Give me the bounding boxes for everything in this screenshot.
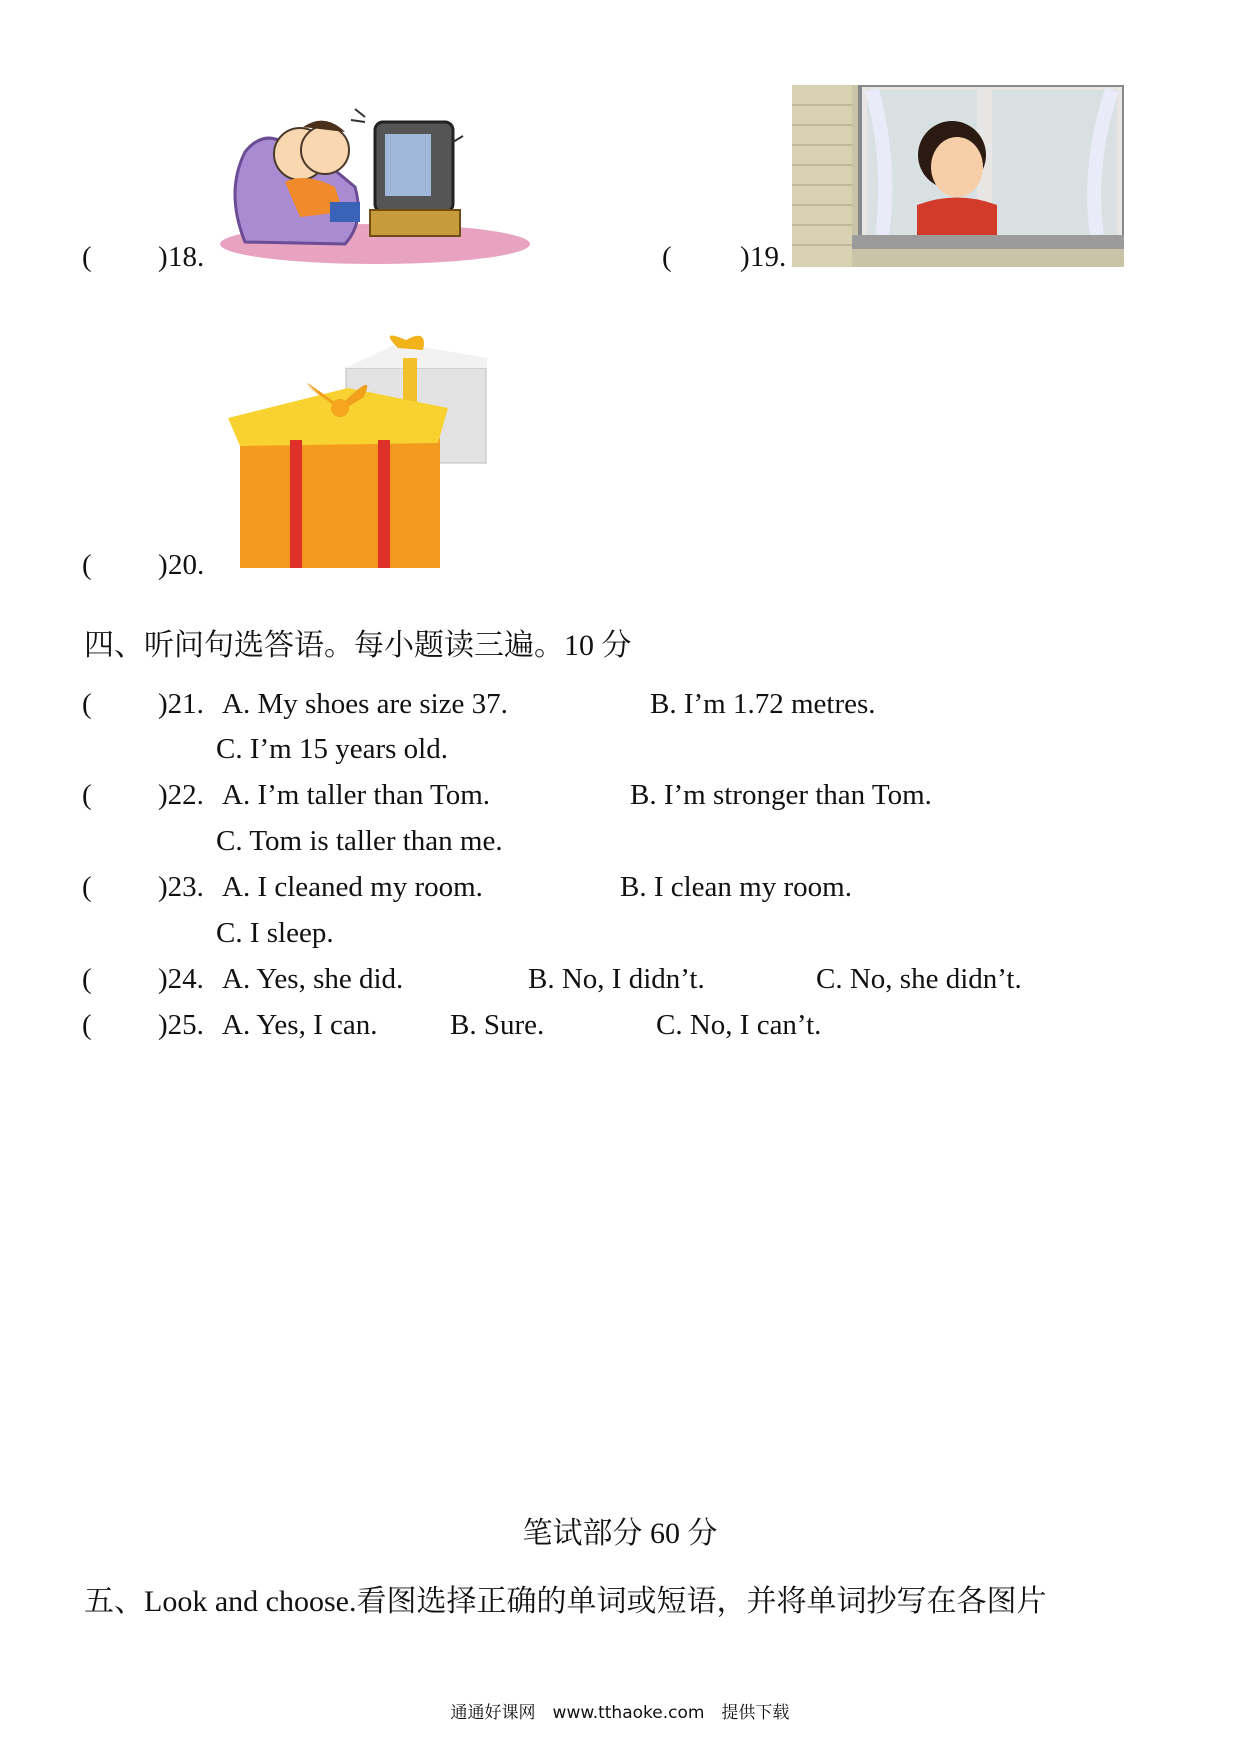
section5-heading: 五、Look and choose.看图选择正确的单词或短语，并将单词抄写在各图片 [84, 1585, 1047, 1618]
question-23-number: )23. [158, 871, 204, 903]
question-22-option-a: A. I’m taller than Tom. [222, 779, 491, 811]
question-number-18: 18. [168, 241, 205, 273]
question-21-option-c: C. I’m 15 years old. [216, 733, 448, 765]
question-25-option-b: B. Sure. [450, 1009, 545, 1041]
girl-at-window-image [792, 85, 1124, 267]
question-24-option-c: C. No, she didn’t. [816, 963, 1022, 995]
answer-paren-20: ( [82, 549, 92, 581]
footer-source: 通通好课网 www.tthaoke.com 提供下载 [450, 1703, 790, 1723]
question-23-option-b: B. I clean my room. [620, 871, 852, 903]
girl-watching-tv-image [215, 92, 535, 270]
question-23-option-c: C. I sleep. [216, 917, 334, 949]
question-25-option-c: C. No, I can’t. [656, 1009, 822, 1041]
question-24-option-a: A. Yes, she did. [222, 963, 404, 995]
question-25-number: )25. [158, 1009, 204, 1041]
answer-paren-close-18: ) [158, 241, 168, 273]
question-21-option-a: )21. [158, 688, 204, 720]
answer-paren-22: ( [82, 779, 92, 811]
answer-paren-close-19: ) [740, 241, 750, 273]
gift-boxes-image [228, 328, 493, 576]
answer-paren-24: ( [82, 963, 92, 995]
question-24-number: )24. [158, 963, 204, 995]
answer-paren-21: ( [82, 688, 92, 720]
question-22-number: )22. [158, 779, 204, 811]
answer-paren-25: ( [82, 1009, 92, 1041]
question-number-20: 20. [168, 549, 205, 581]
question-23-option-a: A. I cleaned my room. [222, 871, 483, 903]
question-21-option-a-text: A. My shoes are size 37. [222, 688, 508, 720]
answer-paren-19: ( [662, 241, 672, 273]
question-25-option-a: A. Yes, I can. [222, 1009, 378, 1041]
question-24-option-b: B. No, I didn’t. [528, 963, 705, 995]
answer-paren-18: ( [82, 241, 92, 273]
answer-paren-close-20: ) [158, 549, 168, 581]
question-number-19: 19. [750, 241, 787, 273]
question-22-option-c: C. Tom is taller than me. [216, 825, 503, 857]
written-part-title: 笔试部分 60 分 [522, 1517, 718, 1550]
answer-paren-23: ( [82, 871, 92, 903]
question-21-option-b: B. I’m 1.72 metres. [650, 688, 876, 720]
question-22-option-b: B. I’m stronger than Tom. [630, 779, 932, 811]
section4-heading: 四、听问句选答语。每小题读三遍。10 分 [84, 629, 632, 662]
